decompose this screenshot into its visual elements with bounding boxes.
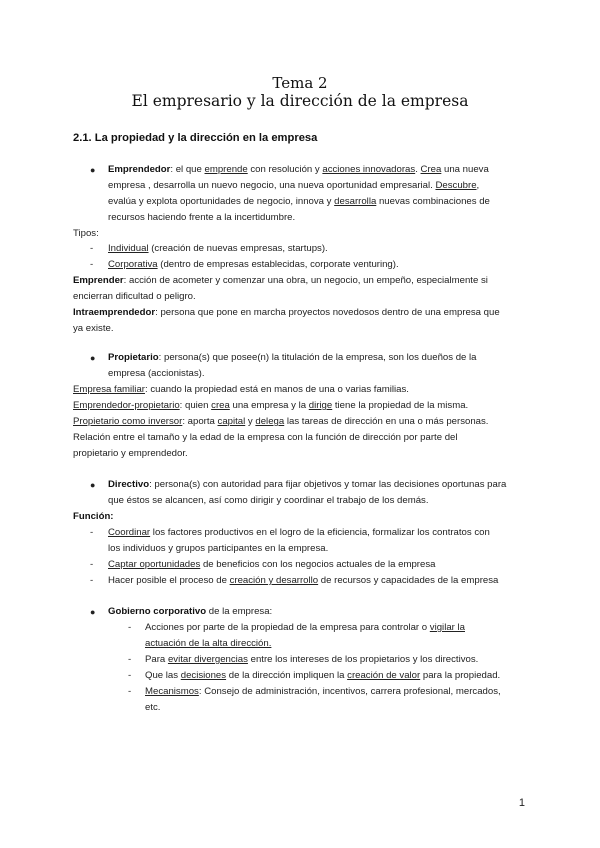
gobierno-heading: Gobierno corporativo de la empresa:: [108, 606, 273, 617]
bullet-icon: ●: [90, 353, 96, 363]
emprender-line-1: Emprender: acción de acometer y comenzar una obra, un negocio, un empeño, especialmente si: [73, 275, 488, 286]
gobierno-item-1-line-2: actuación de la alta dirección.: [145, 638, 272, 649]
intraemprendedor-line-1: Intraemprendedor: persona que pone en marcha proyectos novedosos dentro de una empresa que: [73, 307, 500, 318]
dash-marker: -: [90, 259, 94, 270]
tipos-label: Tipos:: [73, 228, 99, 239]
emprendedor-line-4: recursos haciendo frente a la incertidumbre.: [108, 212, 296, 223]
bullet-icon: ●: [90, 480, 96, 490]
funcion-2: Captar oportunidades de beneficios con los negocios actuales de la empresa: [108, 559, 436, 570]
empresa-familiar: Empresa familiar: cuando la propiedad está en manos de una o varias familias.: [73, 384, 409, 395]
topic-title: Tema 2: [272, 74, 328, 92]
bullet-icon: ●: [90, 165, 96, 175]
relacion-line-1: Relación entre el tamaño y la edad de la empresa con la función de dirección por parte del: [73, 432, 458, 443]
propietario-inversor: Propietario como inversor: aporta capital y delega las tareas de dirección en una o más personas.: [73, 416, 489, 427]
propietario-line-1: Propietario: persona(s) que posee(n) la titulación de la empresa, son los dueños de la: [108, 352, 477, 363]
dash-marker: -: [90, 243, 94, 254]
propietario-line-2: empresa (accionistas).: [108, 368, 205, 379]
funcion-label: Función:: [73, 511, 114, 522]
dash-marker: -: [128, 622, 132, 633]
document-title: El empresario y la dirección de la empresa: [131, 92, 469, 110]
emprendedor-line-1: Emprendedor: el que emprende con resolución y acciones innovadoras. Crea una nueva: [108, 164, 489, 175]
emprendedor-line-2: empresa , desarrolla un nuevo negocio, una nueva oportunidad empresarial. Descubre,: [108, 180, 480, 191]
gobierno-item-2: Para evitar divergencias entre los intereses de los propietarios y los directivos.: [145, 654, 479, 665]
dash-marker: -: [90, 527, 94, 538]
directivo-line-1: Directivo: persona(s) con autoridad para fijar objetivos y tomar las decisiones oportunas para: [108, 479, 507, 490]
dash-marker: -: [90, 559, 94, 570]
funcion-1-line-2: los individuos y grupos participantes en la empresa.: [108, 543, 329, 554]
directivo-line-2: que éstos se alcancen, así como dirigir y coordinar el trabajo de los demás.: [108, 495, 429, 506]
intraemprendedor-line-2: ya existe.: [73, 323, 114, 334]
emprendedor-line-3: evalúa y explota oportunidades de negocio, innova y desarrolla nuevas combinaciones de: [108, 196, 490, 207]
gobierno-item-4-line-1: Mecanismos: Consejo de administración, incentivos, carrera profesional, mercados,: [145, 686, 501, 697]
gobierno-item-4-line-2: etc.: [145, 702, 161, 713]
dash-marker: -: [128, 654, 132, 665]
section-heading: 2.1. La propiedad y la dirección en la empresa: [73, 132, 318, 144]
gobierno-item-3: Que las decisiones de la dirección impliquen la creación de valor para la propiedad.: [145, 670, 501, 681]
dash-marker: -: [128, 686, 132, 697]
relacion-line-2: propietario y emprendedor.: [73, 448, 188, 459]
dash-marker: -: [128, 670, 132, 681]
page-number: 1: [518, 797, 525, 809]
funcion-3: Hacer posible el proceso de creación y desarrollo de recursos y capacidades de la empresa: [108, 575, 499, 586]
funcion-1-line-1: Coordinar los factores productivos en el logro de la eficiencia, formalizar los contratos con: [108, 527, 490, 538]
emprendedor-propietario: Emprendedor-propietario: quien crea una empresa y la dirige tiene la propiedad de la misma.: [73, 400, 469, 411]
dash-marker: -: [90, 575, 94, 586]
tipo-corporativa: Corporativa (dentro de empresas establecidas, corporate venturing).: [108, 259, 399, 270]
bullet-icon: ●: [90, 607, 96, 617]
gobierno-item-1-line-1: Acciones por parte de la propiedad de la empresa para controlar o vigilar la: [145, 622, 465, 633]
tipo-individual: Individual (creación de nuevas empresas, startups).: [108, 243, 328, 254]
emprender-line-2: encierran dificultad o peligro.: [73, 291, 196, 302]
